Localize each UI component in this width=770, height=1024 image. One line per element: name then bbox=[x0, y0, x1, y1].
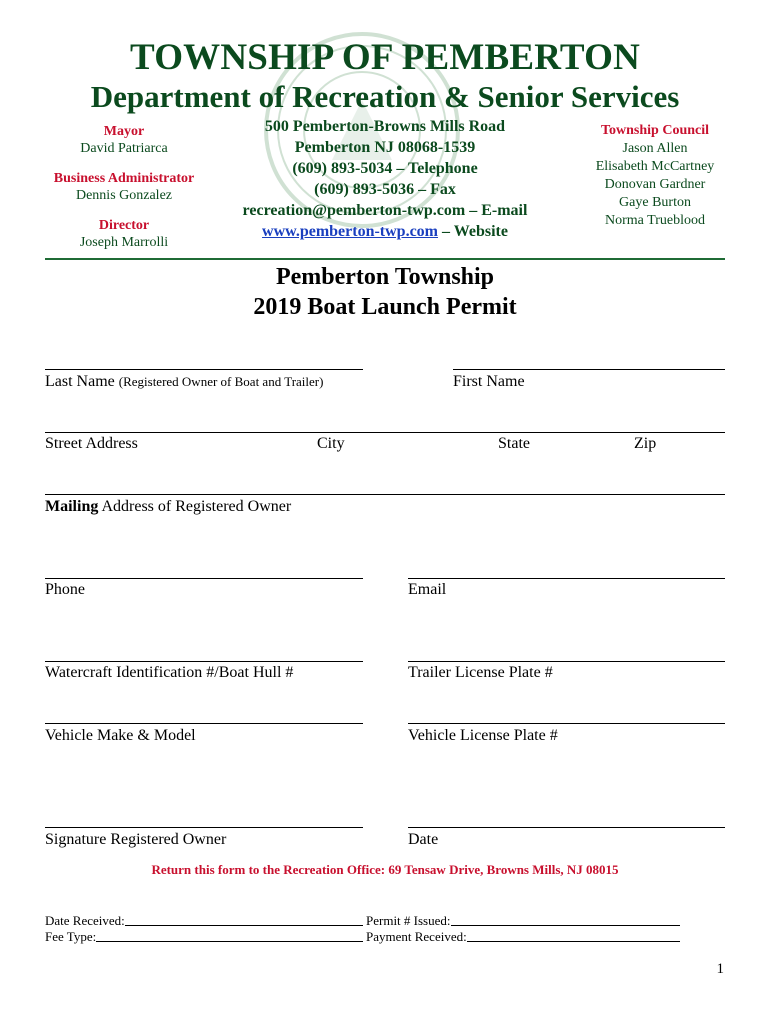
payment-received-row bbox=[366, 929, 680, 945]
watercraft-label: Watercraft Identification #/Boat Hull # bbox=[45, 664, 294, 681]
last-name-line[interactable] bbox=[45, 369, 363, 370]
first-name-label: First Name bbox=[453, 373, 525, 390]
website-suffix: – Website bbox=[438, 223, 508, 240]
signature-label: Signature Registered Owner bbox=[45, 831, 227, 848]
date-received-row bbox=[45, 913, 363, 929]
website-link[interactable]: www.pemberton-twp.com bbox=[262, 223, 439, 240]
last-name-note: (Registered Owner of Boat and Trailer) bbox=[118, 374, 324, 389]
council-column bbox=[574, 122, 736, 230]
fee-type-label: Fee Type: bbox=[45, 929, 97, 944]
address-line-2: Pemberton NJ 08068-1539 bbox=[294, 139, 476, 156]
department-title: Department of Recreation & Senior Services bbox=[90, 79, 680, 114]
date-line[interactable] bbox=[408, 827, 725, 828]
trailer-plate-label: Trailer License Plate # bbox=[408, 664, 553, 681]
street-address-label: Street Address bbox=[45, 435, 138, 452]
permit-issued-label: Permit # Issued: bbox=[366, 913, 451, 928]
last-name-label: Last Name (Registered Owner of Boat and Trailer) bbox=[45, 373, 324, 390]
director-name: Joseph Marrolli bbox=[79, 235, 169, 250]
street-address-line[interactable] bbox=[45, 432, 725, 433]
vehicle-make-line[interactable] bbox=[45, 723, 363, 724]
township-title: TOWNSHIP OF PEMBERTON bbox=[129, 37, 641, 78]
signature-line[interactable] bbox=[45, 827, 363, 828]
return-notice: Return this form to the Recreation Office: 69 Tensaw Drive, Browns Mills, NJ 08015 bbox=[151, 862, 619, 877]
vehicle-plate-label: Vehicle License Plate # bbox=[408, 727, 558, 744]
phone-line: (609) 893-5034 – Telephone bbox=[292, 160, 478, 177]
council-member: Elisabeth McCartney bbox=[595, 159, 715, 174]
first-name-line[interactable] bbox=[453, 369, 725, 370]
permit-issued-field[interactable] bbox=[451, 913, 681, 926]
payment-received-label: Payment Received: bbox=[366, 929, 467, 944]
vehicle-make-label: Vehicle Make & Model bbox=[45, 727, 196, 744]
date-received-label: Date Received: bbox=[45, 913, 125, 928]
council-role: Township Council bbox=[600, 123, 710, 138]
council-member: Jason Allen bbox=[622, 141, 688, 156]
admin-name: Dennis Gonzalez bbox=[75, 188, 173, 203]
page-number: 1 bbox=[716, 961, 724, 977]
email-line-field[interactable] bbox=[408, 578, 725, 579]
phone-line-field[interactable] bbox=[45, 578, 363, 579]
email-label: Email bbox=[408, 581, 447, 598]
form-title-2: 2019 Boat Launch Permit bbox=[253, 294, 517, 320]
fee-type-row bbox=[45, 929, 363, 945]
date-received-field[interactable] bbox=[125, 913, 363, 926]
date-label: Date bbox=[408, 831, 439, 848]
state-label: State bbox=[498, 435, 530, 452]
vehicle-plate-line[interactable] bbox=[408, 723, 725, 724]
trailer-plate-line[interactable] bbox=[408, 661, 725, 662]
header-divider bbox=[45, 258, 725, 260]
director-role: Director bbox=[98, 218, 150, 233]
mayor-role: Mayor bbox=[103, 124, 145, 139]
contact-block bbox=[212, 116, 558, 242]
fee-type-field[interactable] bbox=[96, 929, 363, 942]
council-member: Gaye Burton bbox=[619, 195, 691, 210]
mayor-name: David Patriarca bbox=[80, 141, 168, 156]
form-title-1: Pemberton Township bbox=[275, 264, 495, 290]
payment-received-field[interactable] bbox=[467, 929, 680, 942]
website-line bbox=[212, 221, 558, 242]
officials-column bbox=[40, 123, 208, 264]
email-line: recreation@pemberton-twp.com – E-mail bbox=[242, 202, 528, 219]
city-label: City bbox=[317, 435, 345, 452]
watercraft-line[interactable] bbox=[45, 661, 363, 662]
address-line-1: 500 Pemberton-Browns Mills Road bbox=[264, 118, 506, 135]
fax-line: (609) 893-5036 – Fax bbox=[314, 181, 456, 198]
council-member: Donovan Gardner bbox=[604, 177, 706, 192]
mailing-address-line[interactable] bbox=[45, 494, 725, 495]
mailing-address-label: Mailing Address of Registered Owner bbox=[45, 498, 292, 515]
council-member: Norma Trueblood bbox=[605, 213, 705, 228]
admin-role: Business Administrator bbox=[53, 171, 195, 186]
permit-issued-row bbox=[366, 913, 680, 929]
zip-label: Zip bbox=[634, 435, 657, 452]
phone-label: Phone bbox=[45, 581, 85, 598]
